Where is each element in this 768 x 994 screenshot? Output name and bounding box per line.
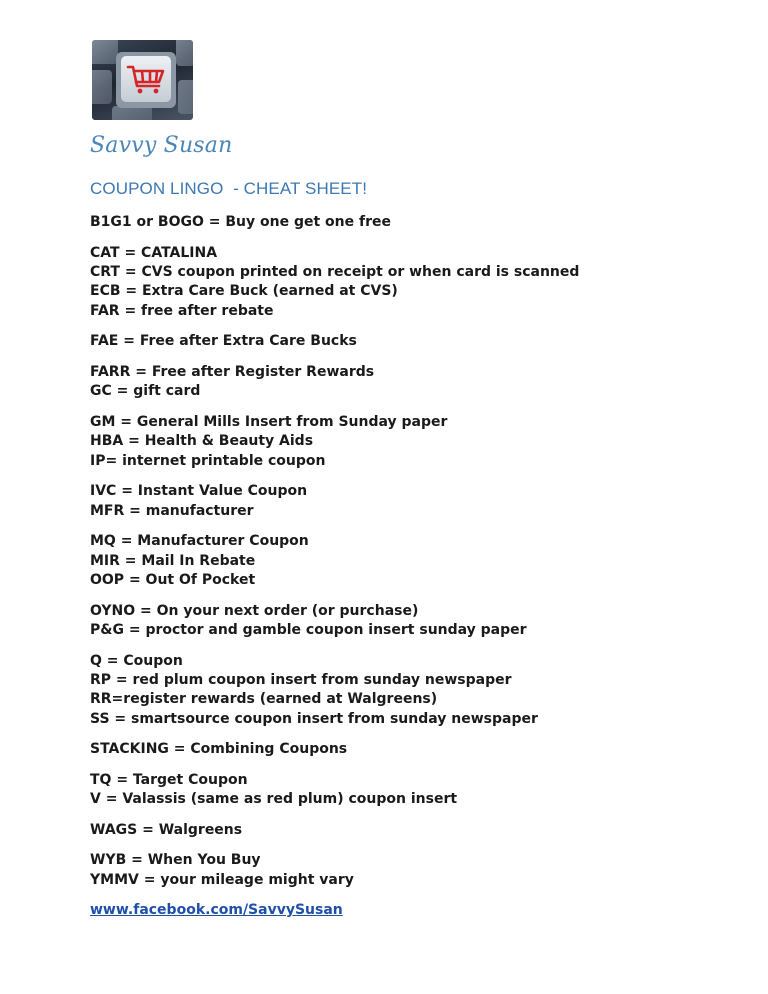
- glossary-entry: MFR = manufacturer: [90, 502, 254, 519]
- brand-name: Savvy Susan: [90, 133, 233, 158]
- glossary-entry: FARR = Free after Register Rewards: [90, 363, 375, 380]
- glossary-entry: HBA = Health & Beauty Aids: [90, 433, 314, 450]
- glossary-entry: SS = smartsource coupon insert from sunday newspaper: [90, 710, 538, 727]
- glossary-entry: WYB = When You Buy: [90, 852, 261, 869]
- glossary-entry: RR=register rewards (earned at Walgreens): [90, 691, 438, 708]
- glossary-entry: MIR = Mail In Rebate: [90, 552, 256, 569]
- glossary-entry: TQ = Target Coupon: [90, 771, 248, 788]
- glossary-entry: P&G = proctor and gamble coupon insert sunday paper: [90, 621, 527, 638]
- glossary-group: [90, 821, 730, 840]
- glossary-group: [90, 851, 730, 890]
- glossary-entry: STACKING = Combining Coupons: [90, 741, 348, 758]
- glossary-entry: OOP = Out Of Pocket: [90, 571, 256, 588]
- glossary-group: [90, 602, 730, 641]
- logo: [92, 40, 193, 120]
- glossary-group: [90, 532, 730, 590]
- glossary-group: [90, 363, 730, 402]
- glossary-entry: WAGS = Walgreens: [90, 821, 243, 838]
- glossary-group: [90, 213, 730, 232]
- glossary-entry: GC = gift card: [90, 383, 201, 400]
- facebook-link[interactable]: www.facebook.com/SavvySusan: [90, 902, 343, 919]
- glossary-entry: ECB = Extra Care Buck (earned at CVS): [90, 283, 398, 300]
- glossary-group: [90, 740, 730, 759]
- glossary-entry: V = Valassis (same as red plum) coupon insert: [90, 791, 458, 808]
- glossary-entry: IP= internet printable coupon: [90, 452, 326, 469]
- glossary-entry: YMMV = your mileage might vary: [90, 871, 354, 888]
- glossary-entry: FAE = Free after Extra Care Bucks: [90, 333, 357, 350]
- page-title: COUPON LINGO - CHEAT SHEET!: [90, 179, 368, 198]
- glossary-entry: RP = red plum coupon insert from sunday newspaper: [90, 671, 512, 688]
- glossary-group: [90, 652, 730, 730]
- glossary-entry: CAT = CATALINA: [90, 244, 218, 261]
- glossary-group: [90, 413, 730, 471]
- glossary-entry: CRT = CVS coupon printed on receipt or when card is scanned: [90, 263, 580, 280]
- glossary-entry: MQ = Manufacturer Coupon: [90, 533, 309, 550]
- glossary-list: [90, 213, 730, 920]
- glossary-entry: IVC = Instant Value Coupon: [90, 483, 308, 500]
- glossary-group: [90, 332, 730, 351]
- glossary-group: [90, 244, 730, 322]
- glossary-entry: FAR = free after rebate: [90, 302, 274, 319]
- glossary-group: [90, 771, 730, 810]
- glossary-entry: OYNO = On your next order (or purchase): [90, 602, 419, 619]
- glossary-group: [90, 482, 730, 521]
- glossary-entry: GM = General Mills Insert from Sunday paper: [90, 413, 448, 430]
- glossary-entry: B1G1 or BOGO = Buy one get one free: [90, 214, 391, 230]
- glossary-entry: Q = Coupon: [90, 652, 183, 669]
- shopping-cart-key-icon: [92, 40, 193, 120]
